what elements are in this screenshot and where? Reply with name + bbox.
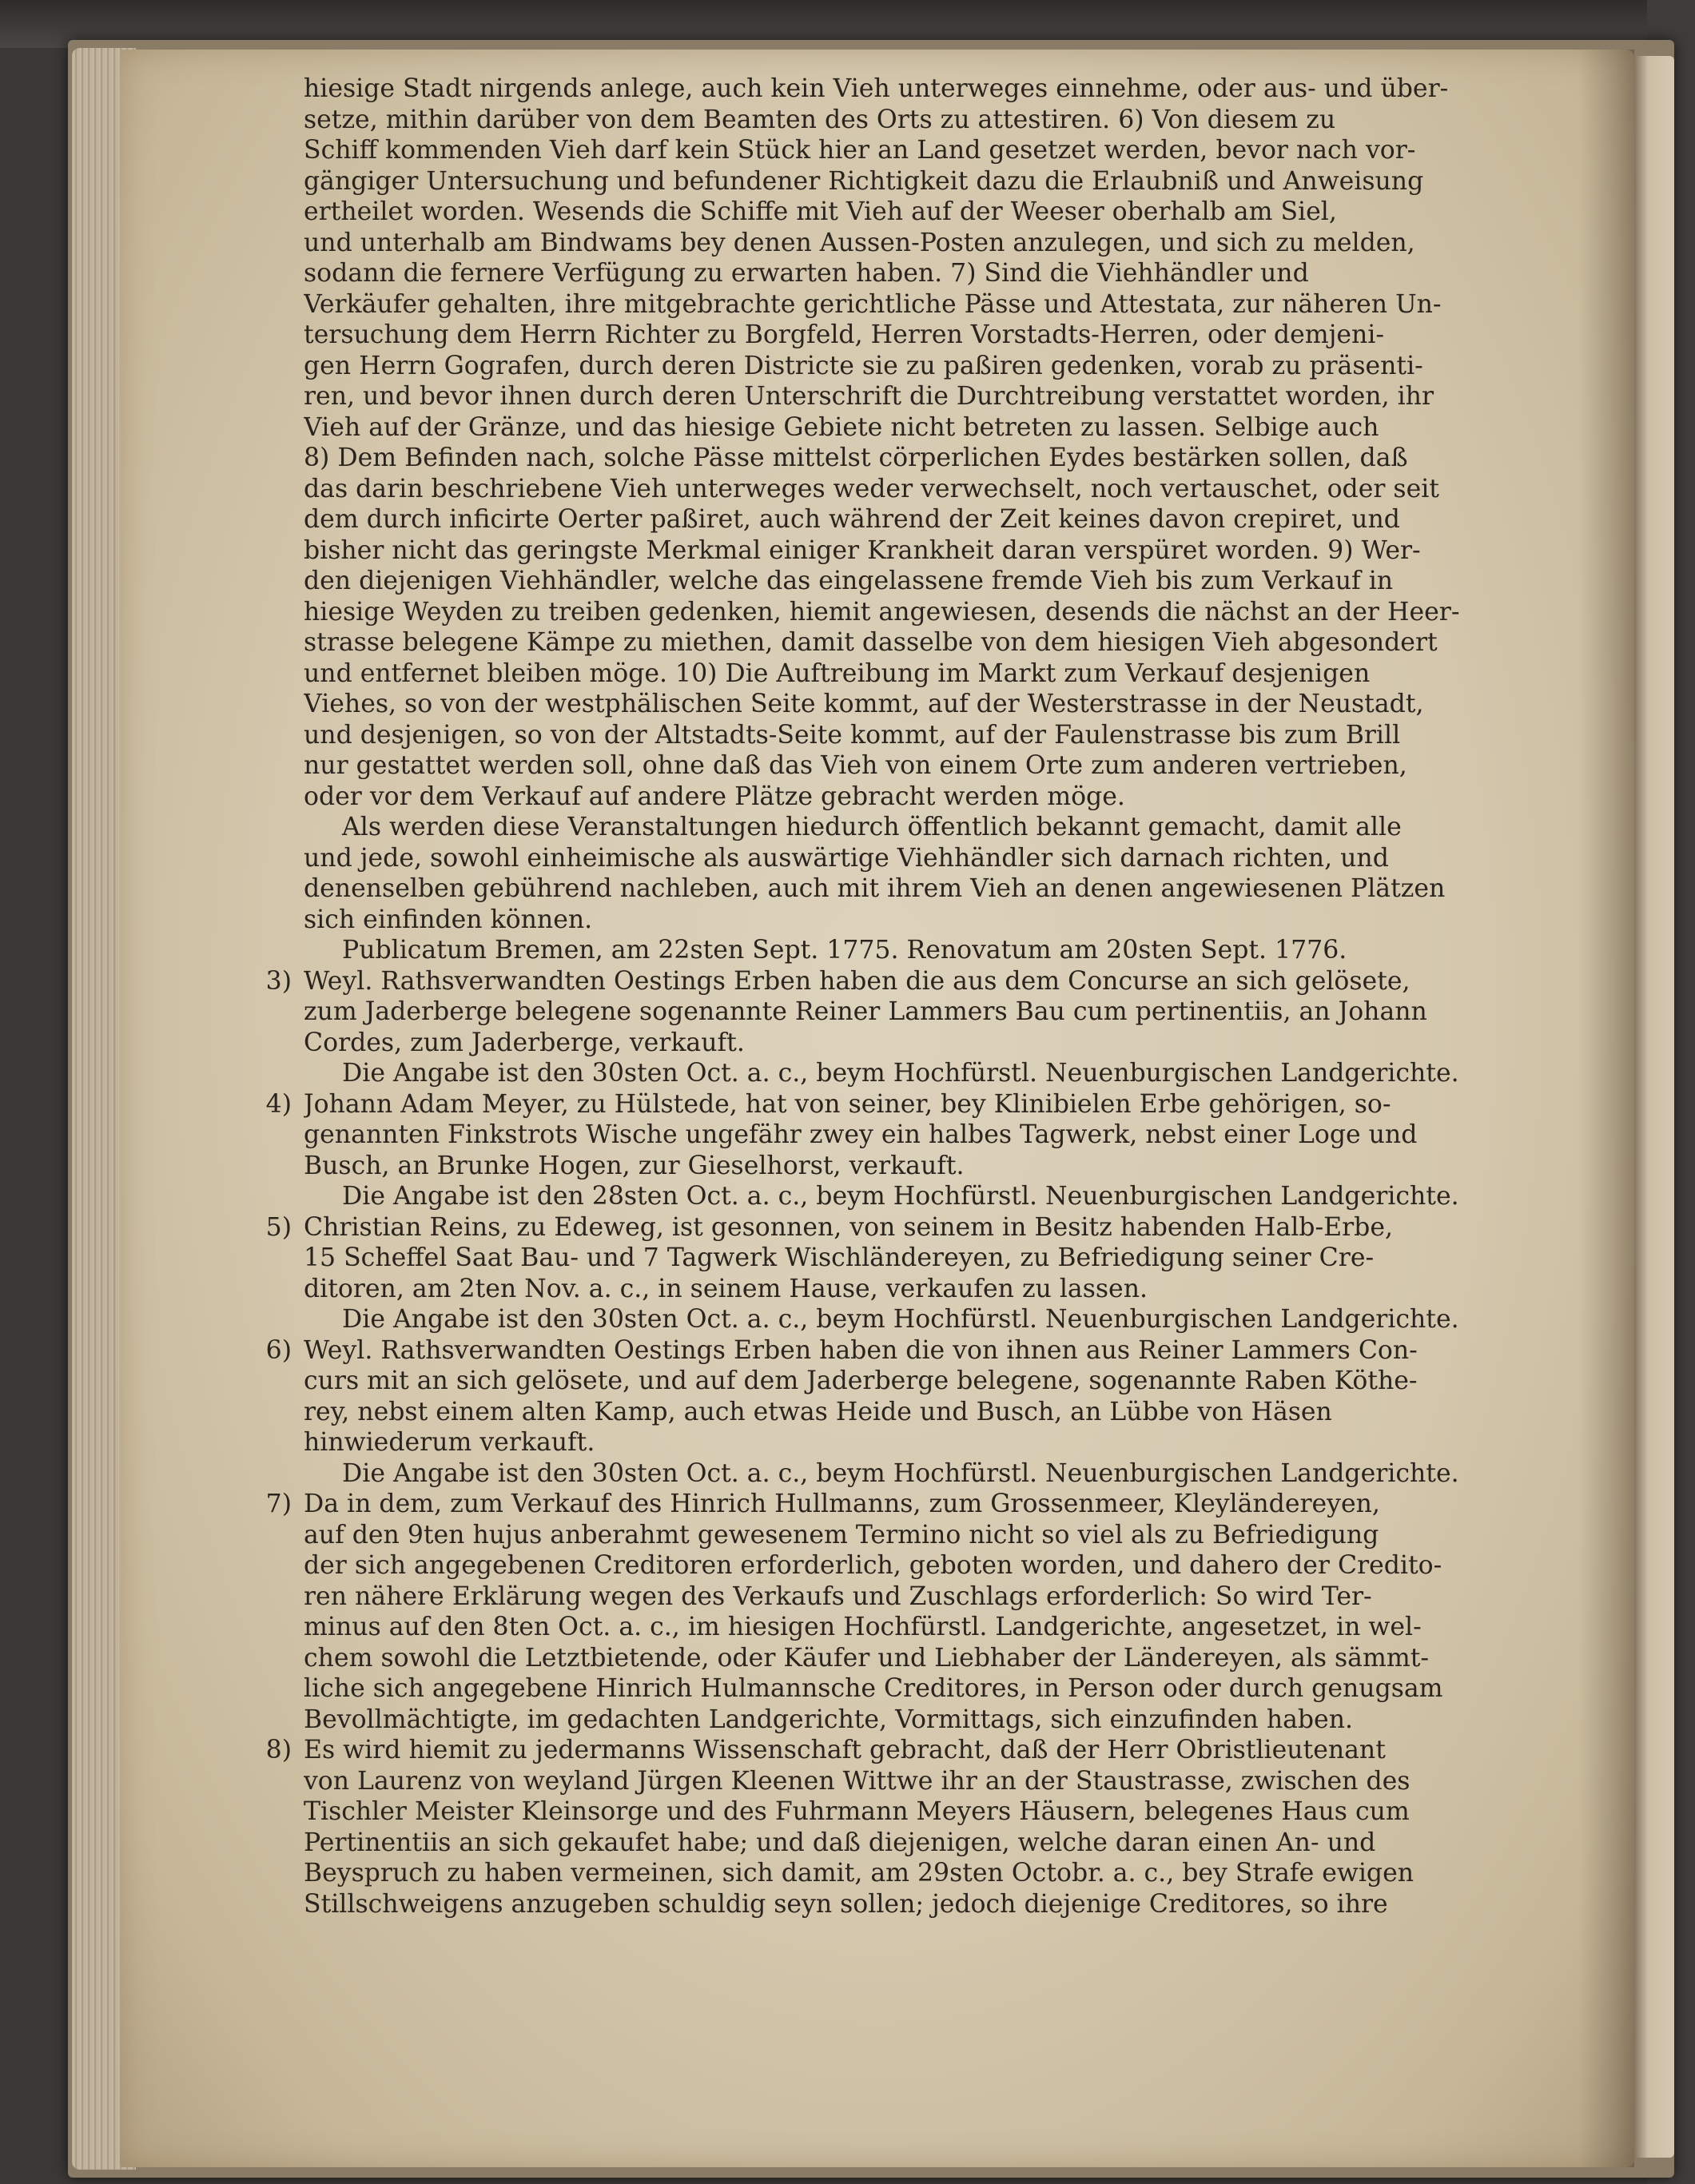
line-text: curs mit an sich gelösete, und auf dem Jaderberge belegene, sogenannte Raben Köthe- xyxy=(304,1366,1418,1395)
text-line xyxy=(304,1520,1526,1551)
text-line xyxy=(304,1427,1526,1458)
text-line xyxy=(304,135,1526,166)
line-text: den diejenigen Viehhändler, welche das eingelassene fremde Vieh bis zum Verkauf in xyxy=(304,567,1394,595)
text-line xyxy=(304,381,1526,412)
text-line xyxy=(304,504,1526,535)
text-line xyxy=(304,105,1526,136)
text-line xyxy=(304,1705,1526,1736)
numbered-item-line xyxy=(265,1735,1526,1766)
line-text: Vieh auf der Gränze, und das hiesige Gebiete nicht betreten zu lassen. Selbige auch xyxy=(304,412,1379,442)
line-text: Weyl. Rathsverwandten Oestings Erben haben die von ihnen aus Reiner Lammers Con- xyxy=(304,1335,1418,1365)
text-line xyxy=(304,1766,1526,1797)
line-text: oder vor dem Verkauf auf andere Plätze gebracht werden möge. xyxy=(304,782,1125,811)
text-line xyxy=(304,750,1526,782)
line-text: minus auf den 8ten Oct. a. c., im hiesigen Hochfürstl. Landgerichte, angesetzet, in wel- xyxy=(304,1613,1422,1641)
item-number: 4) xyxy=(265,1089,292,1119)
line-text: ren nähere Erklärung wegen des Verkaufs und Zuschlags erforderlich: So wird Ter- xyxy=(304,1581,1372,1611)
line-text: sich einfinden können. xyxy=(304,905,593,934)
text-line xyxy=(304,1058,1526,1089)
item-number: 3) xyxy=(265,966,292,996)
line-text: Weyl. Rathsverwandten Oestings Erben haben die aus dem Concurse an sich gelösete, xyxy=(304,966,1411,996)
text-line xyxy=(304,566,1526,597)
numbered-item-line xyxy=(265,1212,1526,1243)
line-text: Verkäufer gehalten, ihre mitgebrachte gerichtliche Pässe und Attestata, zur näheren Un- xyxy=(304,289,1442,319)
numbered-item-line xyxy=(265,1489,1526,1520)
text-line xyxy=(304,1889,1526,1920)
line-text: das darin beschriebene Vieh unterweges weder verwechselt, noch vertauschet, oder seit xyxy=(304,474,1439,503)
line-text: Die Angabe ist den 30sten Oct. a. c., beym Hochfürstl. Neuenburgischen Landgerichte. xyxy=(342,1305,1459,1334)
line-text: Stillschweigens anzugeben schuldig seyn sollen; jedoch diejenige Creditores, so ihre xyxy=(304,1889,1388,1919)
text-line xyxy=(304,873,1526,905)
text-line xyxy=(304,935,1526,966)
line-text: 8) Dem Befinden nach, solche Pässe mittelst cörperlichen Eydes bestärken sollen, daß xyxy=(304,444,1408,472)
line-text: Die Angabe ist den 30sten Oct. a. c., beym Hochfürstl. Neuenburgischen Landgerichte. xyxy=(342,1059,1459,1088)
line-text: strasse belegene Kämpe zu miethen, damit dasselbe von dem hiesigen Vieh abgesondert xyxy=(304,628,1438,657)
line-text: zum Jaderberge belegene sogenannte Reiner Lammers Bau cum pertinentiis, an Johann xyxy=(304,997,1427,1026)
text-line xyxy=(304,535,1526,567)
text-line xyxy=(304,351,1526,382)
text-line xyxy=(304,74,1526,105)
text-line xyxy=(304,997,1526,1028)
text-line xyxy=(304,1550,1526,1581)
text-line xyxy=(304,812,1526,843)
item-number: 8) xyxy=(265,1736,292,1764)
line-text: Christian Reins, zu Edeweg, ist gesonnen, von seinem in Besitz habenden Halb-Erbe, xyxy=(304,1212,1393,1242)
numbered-item-line xyxy=(265,1335,1526,1366)
line-text: Publicatum Bremen, am 22sten Sept. 1775. Renovatum am 20sten Sept. 1776. xyxy=(342,936,1347,965)
line-text: Schiff kommenden Vieh darf kein Stück hier an Land gesetzet werden, bevor nach vor- xyxy=(304,136,1416,165)
text-line xyxy=(304,782,1526,813)
line-text: dem durch inficirte Oerter paßiret, auch während der Zeit keines davon crepiret, und xyxy=(304,505,1400,534)
line-text: tersuchung dem Herrn Richter zu Borgfeld, Herren Vorstadts-Herren, oder demjeni- xyxy=(304,320,1384,349)
text-line xyxy=(304,1612,1526,1643)
line-text: sodann die fernere Verfügung zu erwarten haben. 7) Sind die Viehhändler und xyxy=(304,259,1309,288)
line-text: gängiger Untersuchung und befundener Richtigkeit dazu die Erlaubniß und Anweisung xyxy=(304,166,1424,196)
text-line xyxy=(304,1366,1526,1397)
page-text xyxy=(265,74,1526,1919)
text-line xyxy=(304,1828,1526,1859)
text-line xyxy=(304,412,1526,444)
numbered-item-line xyxy=(265,1089,1526,1120)
line-text: Als werden diese Veranstaltungen hiedurch öffentlich bekannt gemacht, damit alle xyxy=(342,813,1402,841)
line-text: Johann Adam Meyer, zu Hülstede, hat von seiner, bey Klinibielen Erbe gehörigen, so- xyxy=(304,1089,1391,1119)
text-line xyxy=(304,320,1526,351)
line-text: bisher nicht das geringste Merkmal einiger Krankheit daran verspüret worden. 9) Wer- xyxy=(304,535,1421,565)
line-text: Es wird hiemit zu jedermanns Wissenschaft gebracht, daß der Herr Obristlieutenant xyxy=(304,1736,1386,1764)
text-line xyxy=(304,474,1526,505)
text-line xyxy=(304,228,1526,259)
text-line xyxy=(304,689,1526,720)
line-text: ertheilet worden. Wesends die Schiffe mit Vieh auf der Weeser oberhalb am Siel, xyxy=(304,197,1337,226)
line-text: 15 Scheffel Saat Bau- und 7 Tagwerk Wischländereyen, zu Befriedigung seiner Cre- xyxy=(304,1243,1375,1272)
text-line xyxy=(304,597,1526,628)
line-text: Beyspruch zu haben vermeinen, sich damit, am 29sten Octobr. a. c., bey Strafe ewigen xyxy=(304,1859,1414,1888)
item-number: 5) xyxy=(265,1212,292,1242)
line-text: von Laurenz von weyland Jürgen Kleenen Wittwe ihr an der Staustrasse, zwischen des xyxy=(304,1766,1411,1796)
text-line xyxy=(304,1181,1526,1212)
line-text: auf den 9ten hujus anberahmt gewesenem Termino nicht so viel als zu Befriedigung xyxy=(304,1520,1379,1549)
line-text: nur gestattet werden soll, ohne daß das Vieh von einem Orte zum anderen vertrieben, xyxy=(304,751,1407,780)
text-line xyxy=(304,1796,1526,1828)
line-text: ditoren, am 2ten Nov. a. c., in seinem Hause, verkaufen zu lassen. xyxy=(304,1274,1148,1303)
text-line xyxy=(304,443,1526,474)
text-line xyxy=(304,1458,1526,1490)
line-text: Bevollmächtigte, im gedachten Landgerichte, Vormittags, sich einzufinden haben. xyxy=(304,1705,1354,1734)
text-line xyxy=(304,166,1526,197)
line-text: Die Angabe ist den 28sten Oct. a. c., beym Hochfürstl. Neuenburgischen Landgerichte. xyxy=(342,1182,1459,1211)
line-text: Viehes, so von der westphälischen Seite kommt, auf der Westerstrasse in der Neustadt, xyxy=(304,690,1424,718)
text-line xyxy=(304,1120,1526,1151)
text-line xyxy=(304,720,1526,751)
text-line xyxy=(304,1643,1526,1674)
line-text: liche sich angegebene Hinrich Hulmannsche Creditores, in Person oder durch genugsam xyxy=(304,1674,1443,1703)
text-line xyxy=(304,1028,1526,1059)
text-line xyxy=(304,905,1526,936)
line-text: Pertinentiis an sich gekaufet habe; und daß diejenigen, welche daran einen An- und xyxy=(304,1828,1376,1857)
line-text: hiesige Stadt nirgends anlege, auch kein Vieh unterweges einnehme, oder aus- und über- xyxy=(304,74,1449,103)
text-line xyxy=(304,1581,1526,1613)
item-number: 6) xyxy=(265,1335,292,1365)
text-line xyxy=(304,289,1526,320)
line-text: hiesige Weyden zu treiben gedenken, hiemit angewiesen, desends die nächst an der Heer- xyxy=(304,597,1460,627)
line-text: und unterhalb am Bindwams bey denen Aussen-Posten anzulegen, und sich zu melden, xyxy=(304,228,1415,257)
text-line xyxy=(304,1397,1526,1428)
line-text: rey, nebst einem alten Kamp, auch etwas Heide und Busch, an Lübbe von Häsen xyxy=(304,1397,1332,1426)
text-line xyxy=(304,658,1526,690)
line-text: und jede, sowohl einheimische als auswärtige Viehhändler sich darnach richten, und xyxy=(304,843,1389,873)
numbered-item-line xyxy=(265,966,1526,997)
text-line xyxy=(304,843,1526,874)
line-text: und entfernet bleiben möge. 10) Die Auftreibung im Markt zum Verkauf desjenigen xyxy=(304,658,1371,688)
line-text: und desjenigen, so von der Altstadts-Seite kommt, auf der Faulenstrasse bis zum Brill xyxy=(304,720,1401,750)
line-text: genannten Finkstrots Wische ungefähr zwey ein halbes Tagwerk, nebst einer Loge und xyxy=(304,1120,1418,1149)
text-line xyxy=(304,1304,1526,1335)
text-line xyxy=(304,197,1526,228)
text-line xyxy=(304,1243,1526,1274)
line-text: Busch, an Brunke Hogen, zur Gieselhorst, verkauft. xyxy=(304,1151,965,1180)
text-line xyxy=(304,1151,1526,1182)
item-number: 7) xyxy=(265,1490,292,1518)
line-text: hinwiederum verkauft. xyxy=(304,1428,595,1457)
text-line xyxy=(304,1858,1526,1889)
line-text: Tischler Meister Kleinsorge und des Fuhrmann Meyers Häusern, belegenes Haus cum xyxy=(304,1797,1410,1826)
line-text: ren, und bevor ihnen durch deren Unterschrift die Durchtreibung verstattet worden, ihr xyxy=(304,382,1434,411)
line-text: setze, mithin darüber von dem Beamten des Orts zu attestiren. 6) Von diesem zu xyxy=(304,105,1336,134)
line-text: der sich angegebenen Creditoren erforderlich, geboten worden, und dahero der Credito- xyxy=(304,1551,1442,1580)
text-line xyxy=(304,258,1526,289)
text-line xyxy=(304,1274,1526,1305)
line-text: Da in dem, zum Verkauf des Hinrich Hullmanns, zum Grossenmeer, Kleyländereyen, xyxy=(304,1490,1380,1518)
line-text: Cordes, zum Jaderberge, verkauft. xyxy=(304,1028,745,1057)
line-text: chem sowohl die Letztbietende, oder Käufer und Liebhaber der Ländereyen, als sämmt- xyxy=(304,1643,1429,1673)
line-text: denenselben gebührend nachleben, auch mit ihrem Vieh an denen angewiesenen Plätzen xyxy=(304,874,1446,903)
text-line xyxy=(304,1673,1526,1705)
text-line xyxy=(304,627,1526,658)
line-text: gen Herrn Gografen, durch deren Districte sie zu paßiren gedenken, vorab zu präsenti- xyxy=(304,351,1423,380)
line-text: Die Angabe ist den 30sten Oct. a. c., beym Hochfürstl. Neuenburgischen Landgerichte. xyxy=(342,1458,1459,1488)
